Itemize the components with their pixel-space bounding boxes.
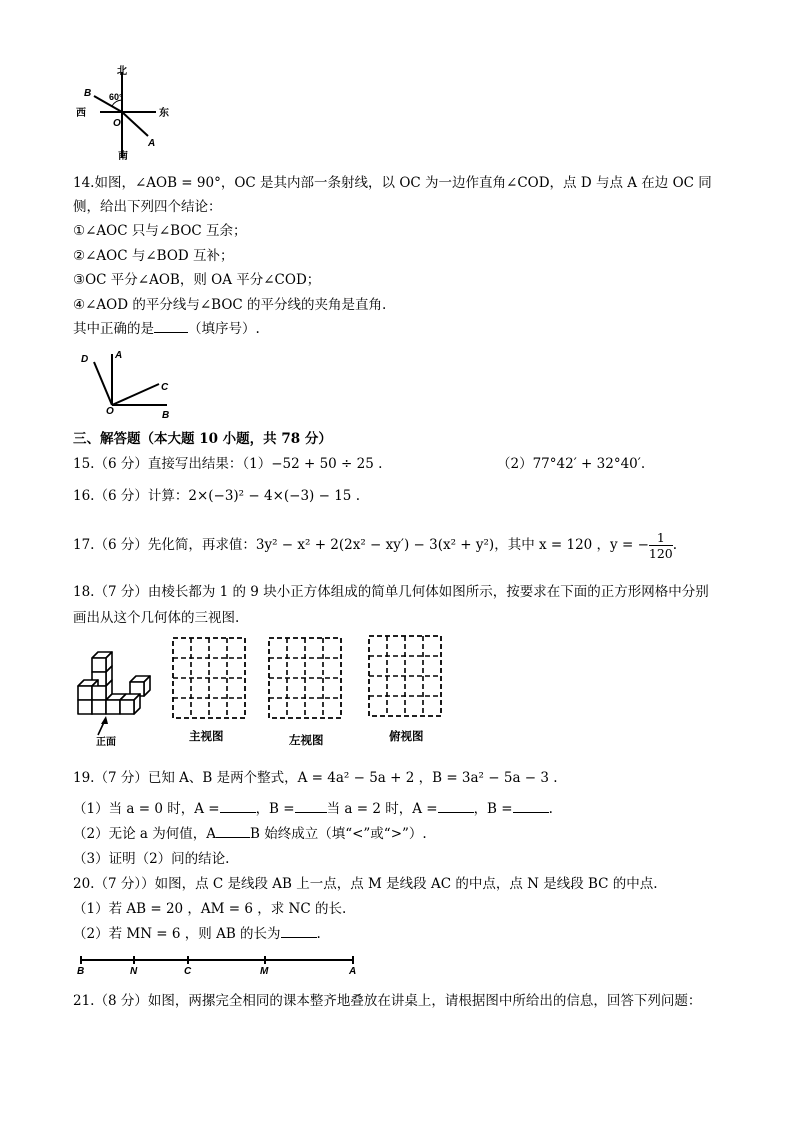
point-o-label: O [106, 406, 114, 417]
q17-fraction [649, 530, 673, 561]
q19-p1-text-b: ，B = [255, 801, 295, 817]
angle-label: 60° [109, 92, 123, 102]
q19-blank-a2[interactable] [438, 812, 474, 813]
point-a-label: A [115, 350, 123, 361]
q19-stem: 19.（7 分）已知 A、B 是两个整式，A = 4a² − 5a + 2 ，B = 3a² − 5a − 3 . [73, 770, 558, 786]
left-view-grid[interactable] [267, 636, 343, 720]
point-b-label: B [84, 88, 92, 99]
q19-part3: （3）证明（2）问的结论. [73, 851, 230, 867]
q14-answer-line [73, 317, 260, 337]
main-view-label: 主视图 [189, 731, 224, 743]
top-view-grid[interactable] [367, 634, 443, 718]
q19-blank-b2[interactable] [513, 812, 549, 813]
q20-stem: 20.（7 分））如图，点 C 是线段 AB 上一点，点 M 是线段 AC 的中点，点 N 是线段 BC 的中点. [73, 876, 658, 892]
q20-part1: （1）若 AB = 20 ，AM = 6 ，求 NC 的长. [73, 901, 347, 917]
point-c-label: C [184, 966, 192, 977]
q16-text: 16.（6 分）计算：2×(−3)² − 4×(−3) − 15 . [73, 488, 360, 504]
compass-figure [72, 60, 192, 165]
q14-option-2: ②∠AOC 与∠BOD 互补； [73, 248, 234, 264]
origin-label: O [113, 118, 121, 129]
q19-part1 [73, 797, 553, 817]
q14-angle-figure [72, 344, 192, 424]
q19-blank-b0[interactable] [295, 812, 327, 813]
ray-od [94, 362, 112, 405]
q19-p2-text-b: B 始终成立（填“<”或“>”）. [249, 826, 427, 842]
q14-stem-line1: 14.如图，∠AOB = 90°，OC 是其内部一条射线，以 OC 为一边作直角∠COD，点 D 与点 A 在边 OC 同 [73, 175, 712, 191]
q19-part2 [73, 822, 427, 842]
point-n-label: N [130, 966, 138, 977]
south-label: 南 [118, 151, 128, 162]
q20-part2 [73, 922, 321, 942]
q19-p1-text-c: 当 a = 2 时，A = [326, 801, 438, 817]
section-3-title: 三、解答题（本大题 10 小题，共 78 分） [73, 431, 332, 447]
q14-stem-line2: 侧，给出下列四个结论： [73, 199, 222, 215]
point-a-label: A [148, 138, 156, 149]
q19-p1-text-a: （1）当 a = 0 时，A = [73, 801, 220, 817]
q14-answer-blank[interactable] [154, 332, 188, 333]
q21-text: 21.（8 分）如图，两摞完全相同的课本整齐地叠放在讲桌上，请根据图中所给出的信息，回答下列问题： [73, 993, 702, 1009]
q18-line1: 18.（7 分）由棱长都为 1 的 9 块小正方体组成的简单几何体如图所示，按要求在下面的正方形网格中分别 [73, 584, 709, 600]
point-b-label: B [162, 410, 170, 421]
q14-option-1: ①∠AOC 只与∠BOC 互余； [73, 223, 247, 239]
q15-part2: （2）77°42′ + 32°40′. [497, 456, 646, 472]
q14-option-3: ③OC 平分∠AOB，则 OA 平分∠COD； [73, 272, 321, 288]
q19-p1-text-d: ，B = [473, 801, 513, 817]
q17-fraction-numerator: 1 [649, 530, 673, 546]
east-label: 东 [159, 108, 169, 119]
q14-answer-suffix: （填序号）. [188, 321, 260, 337]
point-d-label: D [81, 354, 89, 365]
west-label: 西 [76, 108, 86, 119]
q20-p2-text-b: . [316, 926, 321, 942]
q19-p1-text-e: . [548, 801, 553, 817]
point-b-label: B [77, 966, 85, 977]
q17-end: . [672, 537, 678, 553]
main-view-grid[interactable] [171, 636, 247, 720]
top-view-label: 俯视图 [389, 731, 424, 743]
q14-option-4: ④∠AOD 的平分线与∠BOC 的平分线的夹角是直角. [73, 297, 387, 313]
q17-line [73, 530, 677, 561]
q18-line2: 画出从这个几何体的三视图. [73, 610, 240, 626]
front-arrow-head [101, 716, 108, 724]
left-view-label: 左视图 [289, 735, 324, 747]
q20-blank-ab[interactable] [281, 937, 317, 938]
ray-oa [122, 112, 148, 136]
cube-rear-right [130, 676, 150, 696]
q19-p2-text-a: （2）无论 a 为何值，A [73, 826, 216, 842]
ray-oc [112, 384, 159, 405]
front-label: 正面 [96, 737, 116, 748]
q20-p2-text-a: （2）若 MN = 6 ，则 AB 的长为 [73, 926, 281, 942]
cube-bottom-4 [120, 694, 140, 714]
q14-answer-prefix: 其中正确的是 [73, 321, 154, 337]
q17-fraction-denominator: 120 [648, 546, 673, 561]
point-m-label: M [260, 966, 269, 977]
q20-segment-figure [74, 952, 364, 978]
point-a-label: A [349, 966, 357, 977]
q19-blank-a0[interactable] [220, 812, 256, 813]
q18-cube-figure [72, 640, 167, 750]
north-label: 北 [117, 66, 127, 77]
q19-blank-compare[interactable] [216, 837, 250, 838]
q17-text: 17.（6 分）先化简，再求值：3y² − x² + 2(2x² − xy′) − 3(x² + y²)，其中 x = 120 ，y = − [73, 537, 649, 553]
q15-part1: 15.（6 分）直接写出结果：（1）−52 + 50 ÷ 25 . [73, 456, 383, 472]
point-c-label: C [161, 382, 169, 393]
